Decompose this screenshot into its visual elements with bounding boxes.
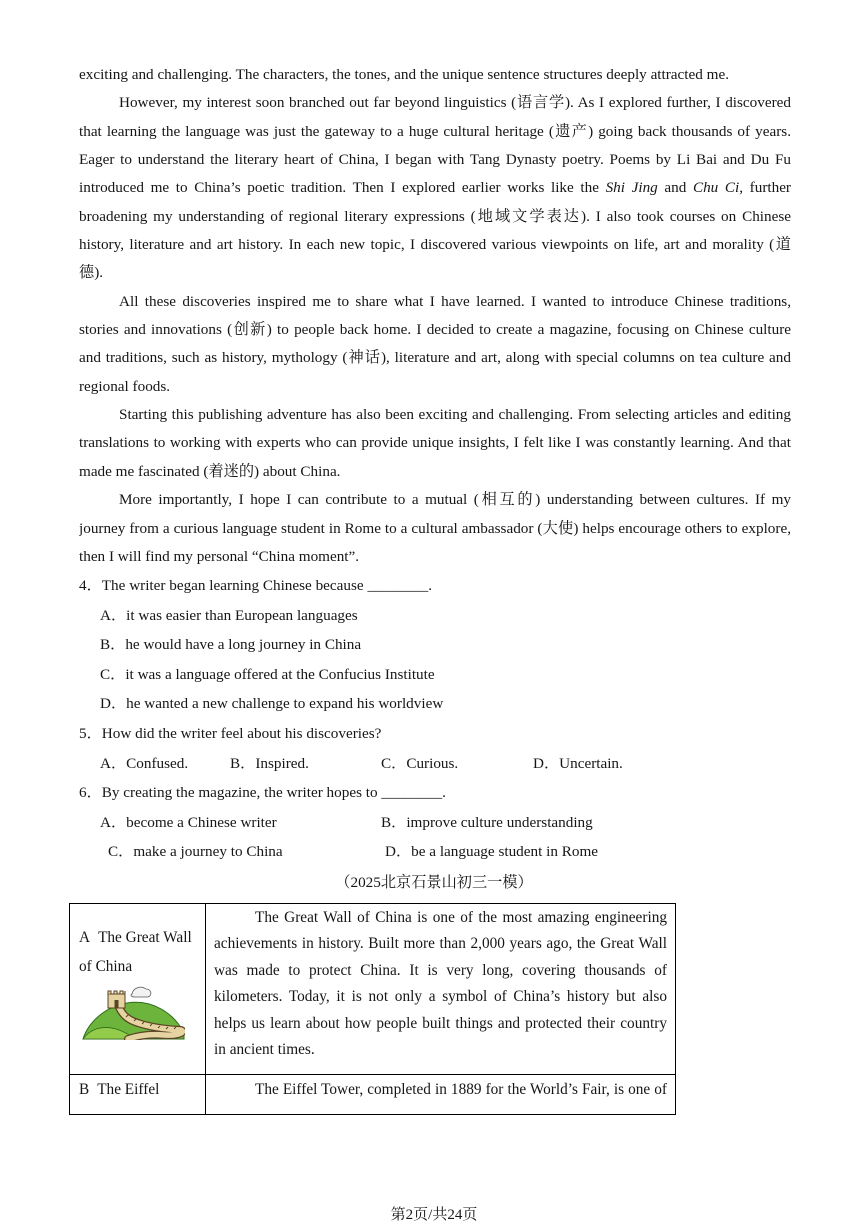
landmark-name-cell (70, 904, 206, 1074)
description-line: in ancient times. (214, 1040, 315, 1058)
passage-paragraph (79, 89, 791, 287)
answer-option (79, 660, 791, 690)
passage-line: journey from a curious language student in Rome to a cultural ambassador (大使) helps encourage others to explore, (79, 519, 791, 537)
passage-line: More importantly, I hope I can contribute to a mutual (相互的) understanding between cultures. If my (119, 491, 791, 509)
answer-option (385, 837, 598, 867)
option-text: Confused. (126, 754, 189, 772)
answer-option (79, 689, 791, 719)
description-line: The Great Wall of China is one of the most amazing engineering (255, 909, 667, 926)
landmark-description-cell (206, 904, 675, 1074)
option-letter: B． (381, 813, 407, 831)
line-text: , further (739, 179, 791, 197)
description-line: kilometers. Today, it is not only a symbol of China’s history but also (214, 988, 667, 1006)
description-line: was made to protect China. It is very long, covering thousands of (214, 961, 667, 979)
option-letter: D． (100, 695, 127, 713)
passage-line: translations to working with experts who can provide unique insights, I felt like I was constantly learning. And that (79, 434, 791, 452)
answer-option (381, 808, 593, 838)
question-text: By creating the magazine, the writer hopes to ________. (101, 784, 446, 802)
landmark-name-cell (70, 1075, 206, 1114)
option-letter: D． (533, 754, 560, 772)
option-text: Curious. (406, 754, 459, 772)
landmark-name: The Great Wall of China (79, 928, 192, 975)
option-text: make a journey to China (133, 843, 283, 861)
answer-option (100, 808, 277, 838)
great-wall-illustration (82, 985, 185, 1040)
option-text: Inspired. (255, 754, 309, 772)
question-number: 5． (79, 724, 102, 742)
passage-line: history, literature and art history. In each new topic, I discovered various viewpoints on life, art and morality (道 (79, 236, 791, 254)
answer-option (108, 837, 283, 867)
table-row (70, 1075, 675, 1114)
option-row (79, 749, 791, 779)
table-row (70, 904, 675, 1075)
row-letter: B (79, 1081, 90, 1098)
question-text: How did the writer feel about his discoveries? (101, 724, 382, 742)
landmark-title (79, 1077, 203, 1103)
option-letter: B． (230, 754, 256, 772)
passage-line: that learning the language was just the gateway to a huge cultural heritage (遗产) going back thousands of years. (79, 122, 791, 140)
passage-line: All these discoveries inspired me to share what I have learned. I wanted to introduce Chinese traditions, (119, 292, 791, 310)
description-line: achievements in history. Built more than 2,000 years ago, the Great Wall (214, 935, 667, 953)
landmark-title (79, 923, 197, 981)
option-text: it was easier than European languages (126, 606, 358, 624)
passage-line: Starting this publishing adventure has also been exciting and challenging. From selecting articles and editing (119, 406, 791, 424)
cloud (131, 987, 151, 997)
line-text: introduced me to China’s poetic tradition. Then I explored earlier works like the (79, 179, 606, 197)
work-title: Chu Ci (692, 179, 740, 197)
question-number: 6． (79, 784, 102, 802)
answer-option (230, 749, 309, 779)
passage-line: regional foods. (79, 377, 171, 395)
option-text: improve culture understanding (406, 813, 593, 831)
option-text: he would have a long journey in China (125, 636, 362, 654)
answer-option (79, 601, 791, 631)
passage-line: 德). (79, 264, 104, 282)
question-6 (79, 778, 791, 867)
option-letter: B． (100, 636, 126, 654)
passage-line: then I will find my personal “China moment”. (79, 547, 360, 565)
description-line: helps us learn about how people built things and protected their country (214, 1014, 667, 1032)
landmark-description-cell (206, 1075, 675, 1114)
option-text: he wanted a new challenge to expand his worldview (126, 695, 444, 713)
page-number: 第2页/共24页 (390, 1207, 478, 1223)
option-text: be a language student in Rome (411, 843, 598, 861)
passage-paragraph (79, 288, 791, 401)
passage-line: broadening my understanding of regional literary expressions (地域文学表达). I also took courses on Chinese (79, 207, 791, 225)
passage-paragraph (79, 61, 791, 89)
question-stem (79, 778, 791, 808)
passage-line: made me fascinated (着迷的) about China. (79, 462, 341, 480)
question-4 (79, 571, 791, 719)
exam-source: （2025北京石景山初三一模） (335, 874, 533, 891)
answer-option (79, 630, 791, 660)
passage-line: and traditions, such as history, mythology (神话), literature and art, along with special columns on tea culture and (79, 349, 791, 367)
passage-line (79, 174, 791, 202)
landmark-name: The Eiffel (97, 1081, 160, 1098)
description-line: The Eiffel Tower, completed in 1889 for the World’s Fair, is one of (255, 1081, 667, 1098)
option-text: Uncertain. (559, 754, 623, 772)
passage-line: However, my interest soon branched out far beyond linguistics (语言学). As I explored further, I discovered (119, 94, 791, 112)
option-letter: C． (108, 843, 134, 861)
reading-passage (79, 61, 791, 571)
work-title: Shi Jing (605, 179, 658, 197)
question-text: The writer began learning Chinese because ________. (101, 577, 432, 594)
option-letter: C． (381, 754, 407, 772)
passage-paragraph (79, 486, 791, 571)
option-letter: D． (385, 843, 412, 861)
question-5 (79, 719, 791, 778)
tower-door (115, 1000, 119, 1008)
answer-option (100, 749, 188, 779)
option-letter: A． (100, 754, 127, 772)
passage-line: stories and innovations (创新) to people back home. I decided to create a magazine, focusing on Chinese culture (79, 321, 791, 339)
question-stem (79, 571, 791, 601)
row-letter: A (79, 928, 91, 946)
passage-line: exciting and challenging. The characters, the tones, and the unique sentence structures deeply attracted me. (79, 66, 729, 83)
question-number: 4． (79, 577, 102, 594)
option-letter: C． (100, 665, 126, 683)
passage-line: Eager to understand the literary heart of China, I began with Tang Dynasty poetry. Poems by Li Bai and Du Fu (79, 151, 791, 169)
option-letter: A． (100, 606, 127, 624)
question-stem (79, 719, 791, 749)
line-text: and (657, 179, 693, 197)
option-row (79, 808, 791, 838)
option-text: become a Chinese writer (126, 813, 277, 831)
landmark-table (69, 903, 676, 1115)
answer-option (533, 749, 623, 779)
answer-option (381, 749, 458, 779)
option-text: it was a language offered at the Confucius Institute (125, 665, 435, 683)
passage-paragraph (79, 401, 791, 486)
option-letter: A． (100, 813, 127, 831)
option-row (79, 837, 791, 867)
question-list (79, 571, 791, 867)
